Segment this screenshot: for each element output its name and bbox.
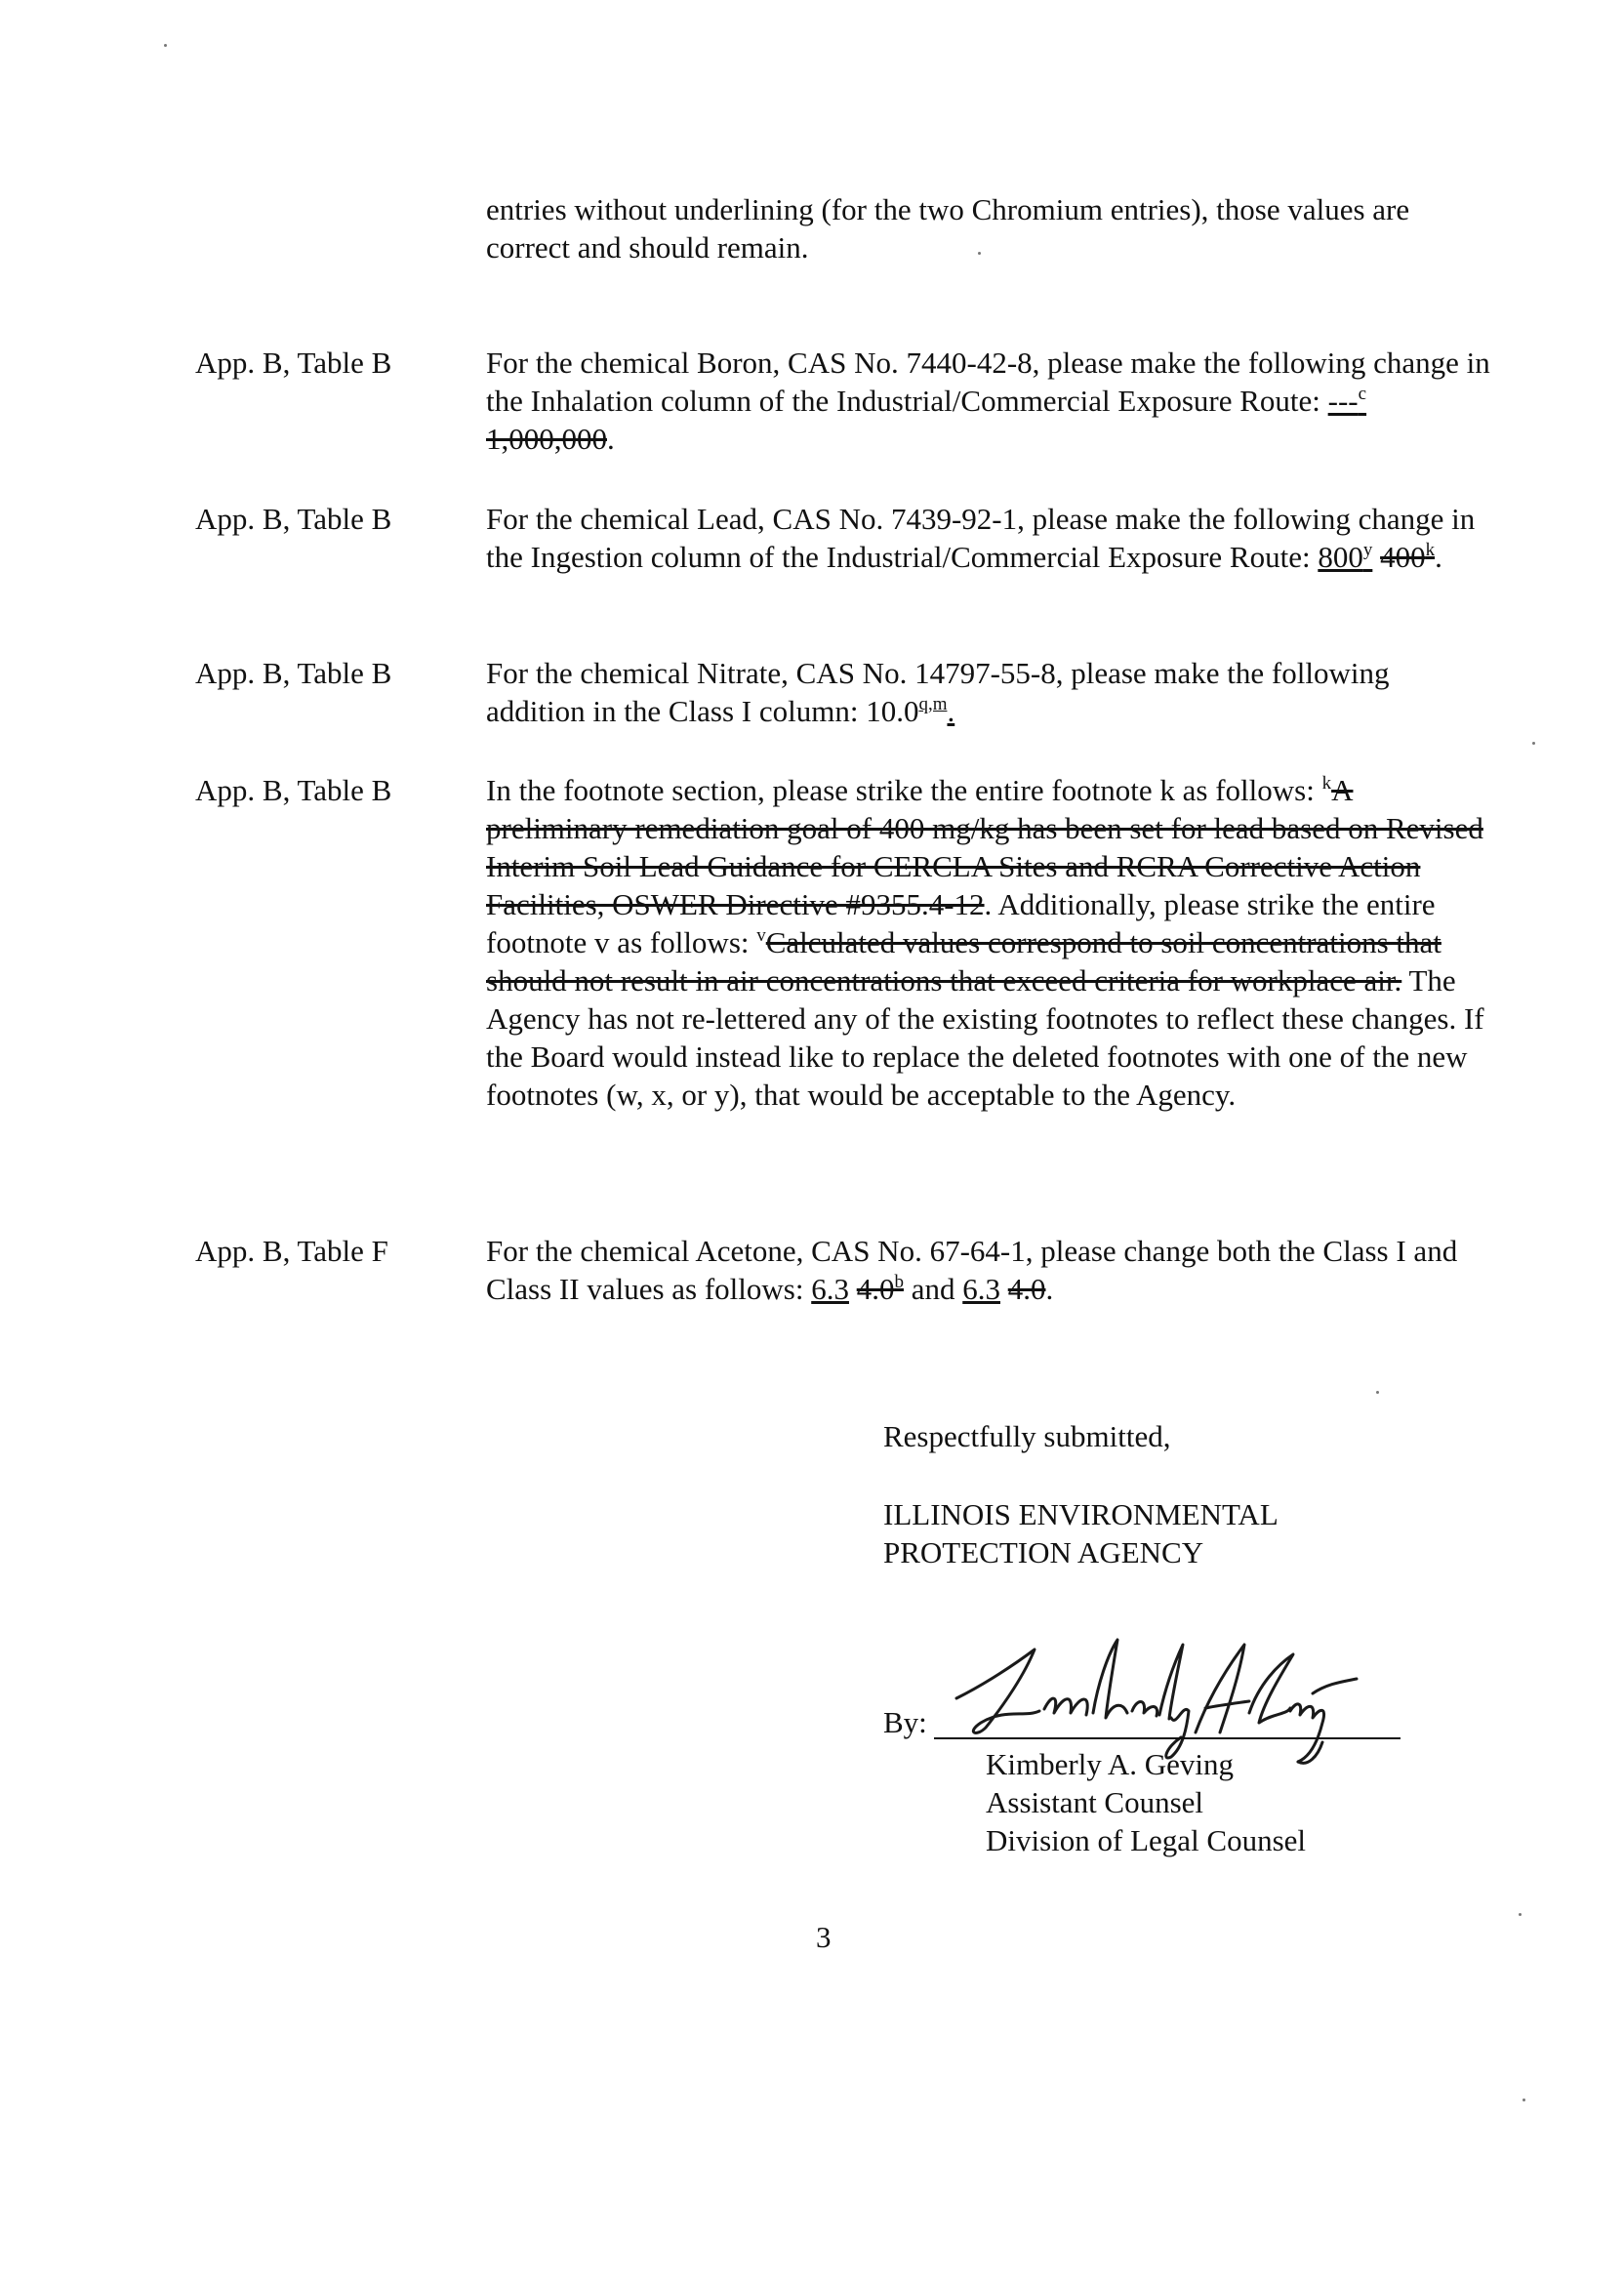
entry-reference: App. B, Table B xyxy=(195,656,392,690)
added-superscript: y xyxy=(1362,540,1373,560)
scan-speck xyxy=(164,44,167,47)
struck-value: 1,000,000 xyxy=(486,422,607,456)
footnote-v-label: v xyxy=(756,925,766,946)
struck-value: 400$^k$ xyxy=(1380,540,1436,574)
added-superscript: c xyxy=(1358,384,1367,404)
entry-reference: App. B, Table F xyxy=(195,1234,388,1268)
entry-description: In the footnote section, please strike the entire footnote k as follows: $^k$A preliminary remediation goal of 400 mg/kg has been set for lead based on Revised Interim Soil Lead Guidance for CERCLA Sites and RCRA Corrective Action Facilities, OSWER Directive #9355.4-12. Additionally, please strike the entire footnote v as follows: $^v$Calculated values correspond to soil concentrations that should not result in air concentrations that exceed criteria for workplace air. The Agency has not re-lettered any of the existing footnotes to reflect these changes. If the Board would instead like to replace the deleted footnotes with one of the new footnotes (w, x, or y), that would be acceptable to the Agency. xyxy=(486,773,1484,1112)
entry-description: For the chemical Acetone, CAS No. 67-64-1, please change both the Class I and Class II values as follows: 6.3 4.0$^b$ and 6.3 4.0. xyxy=(486,1234,1458,1306)
entry-description: For the chemical Boron, CAS No. 7440-42-8, please make the following change in the Inhalation column of the Industrial/Commercial Exposure Route: ---$^c$ 1,000,000. xyxy=(486,346,1490,456)
intro-paragraph: entries without underlining (for the two Chromium entries), those values are correct and should remain. xyxy=(486,192,1410,265)
scan-speck xyxy=(1376,1391,1379,1394)
entry-text: For the chemical Boron, CAS No. 7440-42-8, please make the following change in the Inhalation column of the Industrial/Commercial Exposure Route: xyxy=(486,346,1490,418)
scan-speck xyxy=(1522,2099,1525,2101)
signature-line xyxy=(883,1703,1401,1742)
entry-description: For the chemical Lead, CAS No. 7439-92-1, please make the following change in the Ingestion column of the Industrial/Commercial Exposure Route: 800$^y$ 400$^k$. xyxy=(486,502,1476,574)
entry-description: For the chemical Nitrate, CAS No. 14797-55-8, please make the following addition in the Class I column: 10.0$^{q,m}$. xyxy=(486,656,1390,728)
added-value: 6.3 xyxy=(811,1272,849,1306)
scan-speck xyxy=(978,252,981,255)
added-value: 6.3 xyxy=(962,1272,1000,1306)
struck-superscript: k xyxy=(1425,540,1436,560)
scan-speck xyxy=(1532,742,1535,745)
scan-speck xyxy=(1519,1913,1522,1916)
page-number: 3 xyxy=(816,1920,832,1954)
closing-salutation: Respectfully submitted, xyxy=(883,1419,1171,1453)
signature-rule xyxy=(934,1737,1401,1739)
entry-text: In the footnote section, please strike the entire footnote k as follows: xyxy=(486,773,1322,807)
signer-title: Assistant Counsel xyxy=(986,1785,1204,1819)
by-label: By: xyxy=(883,1705,927,1739)
struck-value: 4.0 xyxy=(1007,1272,1046,1306)
agency-name-line-1: ILLINOIS ENVIRONMENTAL xyxy=(883,1497,1279,1531)
struck-footnote-v: Calculated values correspond to soil concentrations that should not result in air concentrations that exceed criteria for workplace air. xyxy=(486,925,1441,998)
entry-text: For the chemical Acetone, CAS No. 67-64-1, please change both the Class I and Class II values as follows: xyxy=(486,1234,1458,1306)
signer-name: Kimberly A. Geving xyxy=(986,1747,1234,1781)
added-superscript: q,m xyxy=(918,694,948,714)
agency-name-line-2: PROTECTION AGENCY xyxy=(883,1535,1204,1569)
struck-value: 4.0$^b$ xyxy=(856,1272,904,1306)
added-value: 10.0 xyxy=(866,694,919,728)
signer-division: Division of Legal Counsel xyxy=(986,1823,1307,1857)
struck-superscript: b xyxy=(894,1272,904,1292)
entry-text: For the chemical Nitrate, CAS No. 14797-55-8, please make the following addition in the Class I column: xyxy=(486,656,1390,728)
added-value: 800$^y$ xyxy=(1318,540,1373,574)
entry-reference: App. B, Table B xyxy=(195,346,392,380)
entry-reference: App. B, Table B xyxy=(195,502,392,536)
added-value: ---$^c$ xyxy=(1327,384,1367,418)
entry-text: For the chemical Lead, CAS No. 7439-92-1, please make the following change in the Ingestion column of the Industrial/Commercial Exposure Route: xyxy=(486,502,1476,574)
struck-footnote-k: A preliminary remediation goal of 400 mg/kg has been set for lead based on Revised Interim Soil Lead Guidance for CERCLA Sites and RCRA Corrective Action Facilities, OSWER Directive #9355.4-12 xyxy=(486,773,1483,921)
footnote-k-label: k xyxy=(1321,773,1332,794)
entry-reference: App. B, Table B xyxy=(195,773,392,807)
